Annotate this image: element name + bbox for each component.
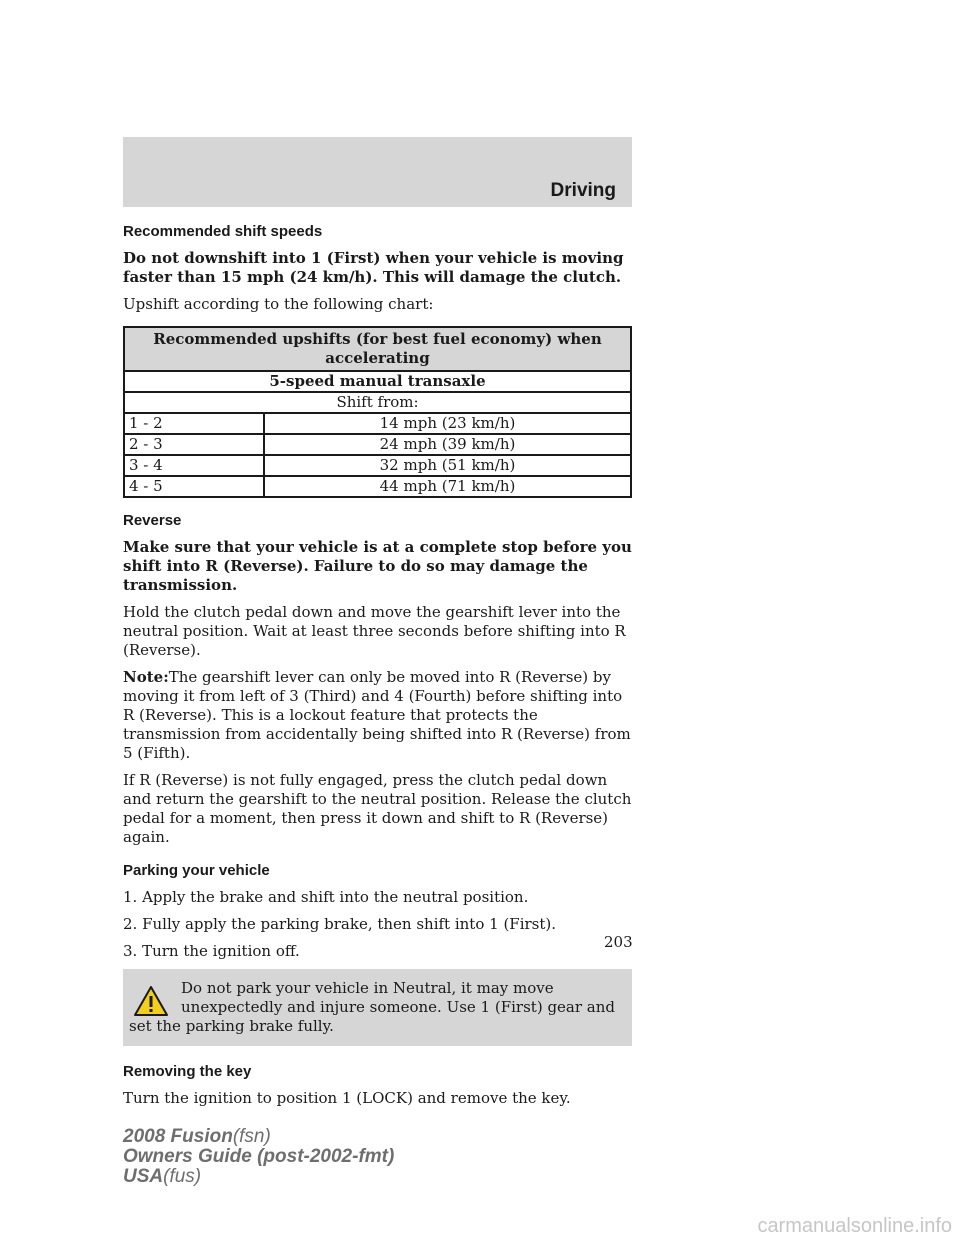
speed-cell: 24 mph (39 km/h): [264, 434, 631, 455]
reverse-paragraph-1: Hold the clutch pedal down and move the gearshift lever into the neutral position. Wait at least three seconds before shifting into R (Reverse).: [123, 603, 626, 659]
page-content: [123, 222, 632, 1116]
table-row: [124, 476, 631, 497]
reverse-paragraph-2: If R (Reverse) is not fully engaged, press the clutch pedal down and return the gearshift to the neutral position. Release the clutch pedal for a moment, then press it down and shift to R (Reverse) again.: [123, 771, 632, 846]
table-row: [124, 434, 631, 455]
speed-cell: 14 mph (23 km/h): [264, 413, 631, 434]
footer-model-code: (fsn): [232, 1126, 271, 1147]
gear-cell: 2 - 3: [124, 434, 264, 455]
footer-market: USA: [123, 1166, 164, 1187]
gear-cell: 3 - 4: [124, 455, 264, 476]
upshift-intro: Upshift according to the following chart:: [123, 295, 434, 313]
warning-triangle-icon: [133, 985, 169, 1017]
section-header: [123, 137, 632, 207]
section-title: Driving: [550, 180, 616, 201]
downshift-warning: Do not downshift into 1 (First) when your vehicle is moving faster than 15 mph (24 km/h). This will damage the clutch.: [123, 249, 624, 286]
parking-warning-box: [123, 969, 632, 1046]
parking-warning-text: Do not park your vehicle in Neutral, it may move unexpectedly and injure someone. Use 1 (First) gear and set the parking brake fully.: [129, 979, 616, 1035]
footer-model: 2008 Fusion: [123, 1126, 233, 1147]
removing-key-heading: Removing the key: [123, 1063, 252, 1080]
reverse-heading: Reverse: [123, 512, 182, 529]
page-number: 203: [604, 933, 633, 951]
table-row: [124, 413, 631, 434]
removing-key-text: Turn the ignition to position 1 (LOCK) and remove the key.: [123, 1089, 571, 1107]
speed-cell: 32 mph (51 km/h): [264, 455, 631, 476]
shift-speeds-heading: Recommended shift speeds: [123, 223, 323, 240]
table-row: [124, 455, 631, 476]
table-subtitle: 5-speed manual transaxle: [124, 371, 631, 392]
reverse-warning: Make sure that your vehicle is at a complete stop before you shift into R (Reverse). Failure to do so may damage the transmission.: [123, 538, 632, 594]
watermark: carmanualsonline.info: [757, 1215, 952, 1237]
note-text: The gearshift lever can only be moved into R (Reverse) by moving it from left of 3 (Third) and 4 (Fourth) before shifting into R (Reverse). This is a lockout feature that protects the transmission from accidentally being shifted into R (Reverse) from 5 (Fifth).: [123, 668, 631, 762]
parking-step: 3. Turn the ignition off.: [123, 942, 300, 960]
upshift-table: [123, 326, 632, 498]
parking-step: 2. Fully apply the parking brake, then shift into 1 (First).: [123, 915, 557, 933]
parking-heading: Parking your vehicle: [123, 862, 270, 879]
parking-step: 1. Apply the brake and shift into the neutral position.: [123, 888, 529, 906]
table-title: Recommended upshifts (for best fuel economy) when accelerating: [124, 327, 631, 371]
gear-cell: 4 - 5: [124, 476, 264, 497]
reverse-note: [123, 668, 632, 763]
shift-from-label: Shift from:: [124, 392, 631, 413]
footer-guide: Owners Guide (post-2002-fmt): [123, 1146, 395, 1167]
gear-cell: 1 - 2: [124, 413, 264, 434]
footer-market-code: (fus): [163, 1166, 202, 1187]
speed-cell: 44 mph (71 km/h): [264, 476, 631, 497]
document-footer: [123, 1127, 394, 1187]
note-label: Note:: [123, 668, 169, 686]
